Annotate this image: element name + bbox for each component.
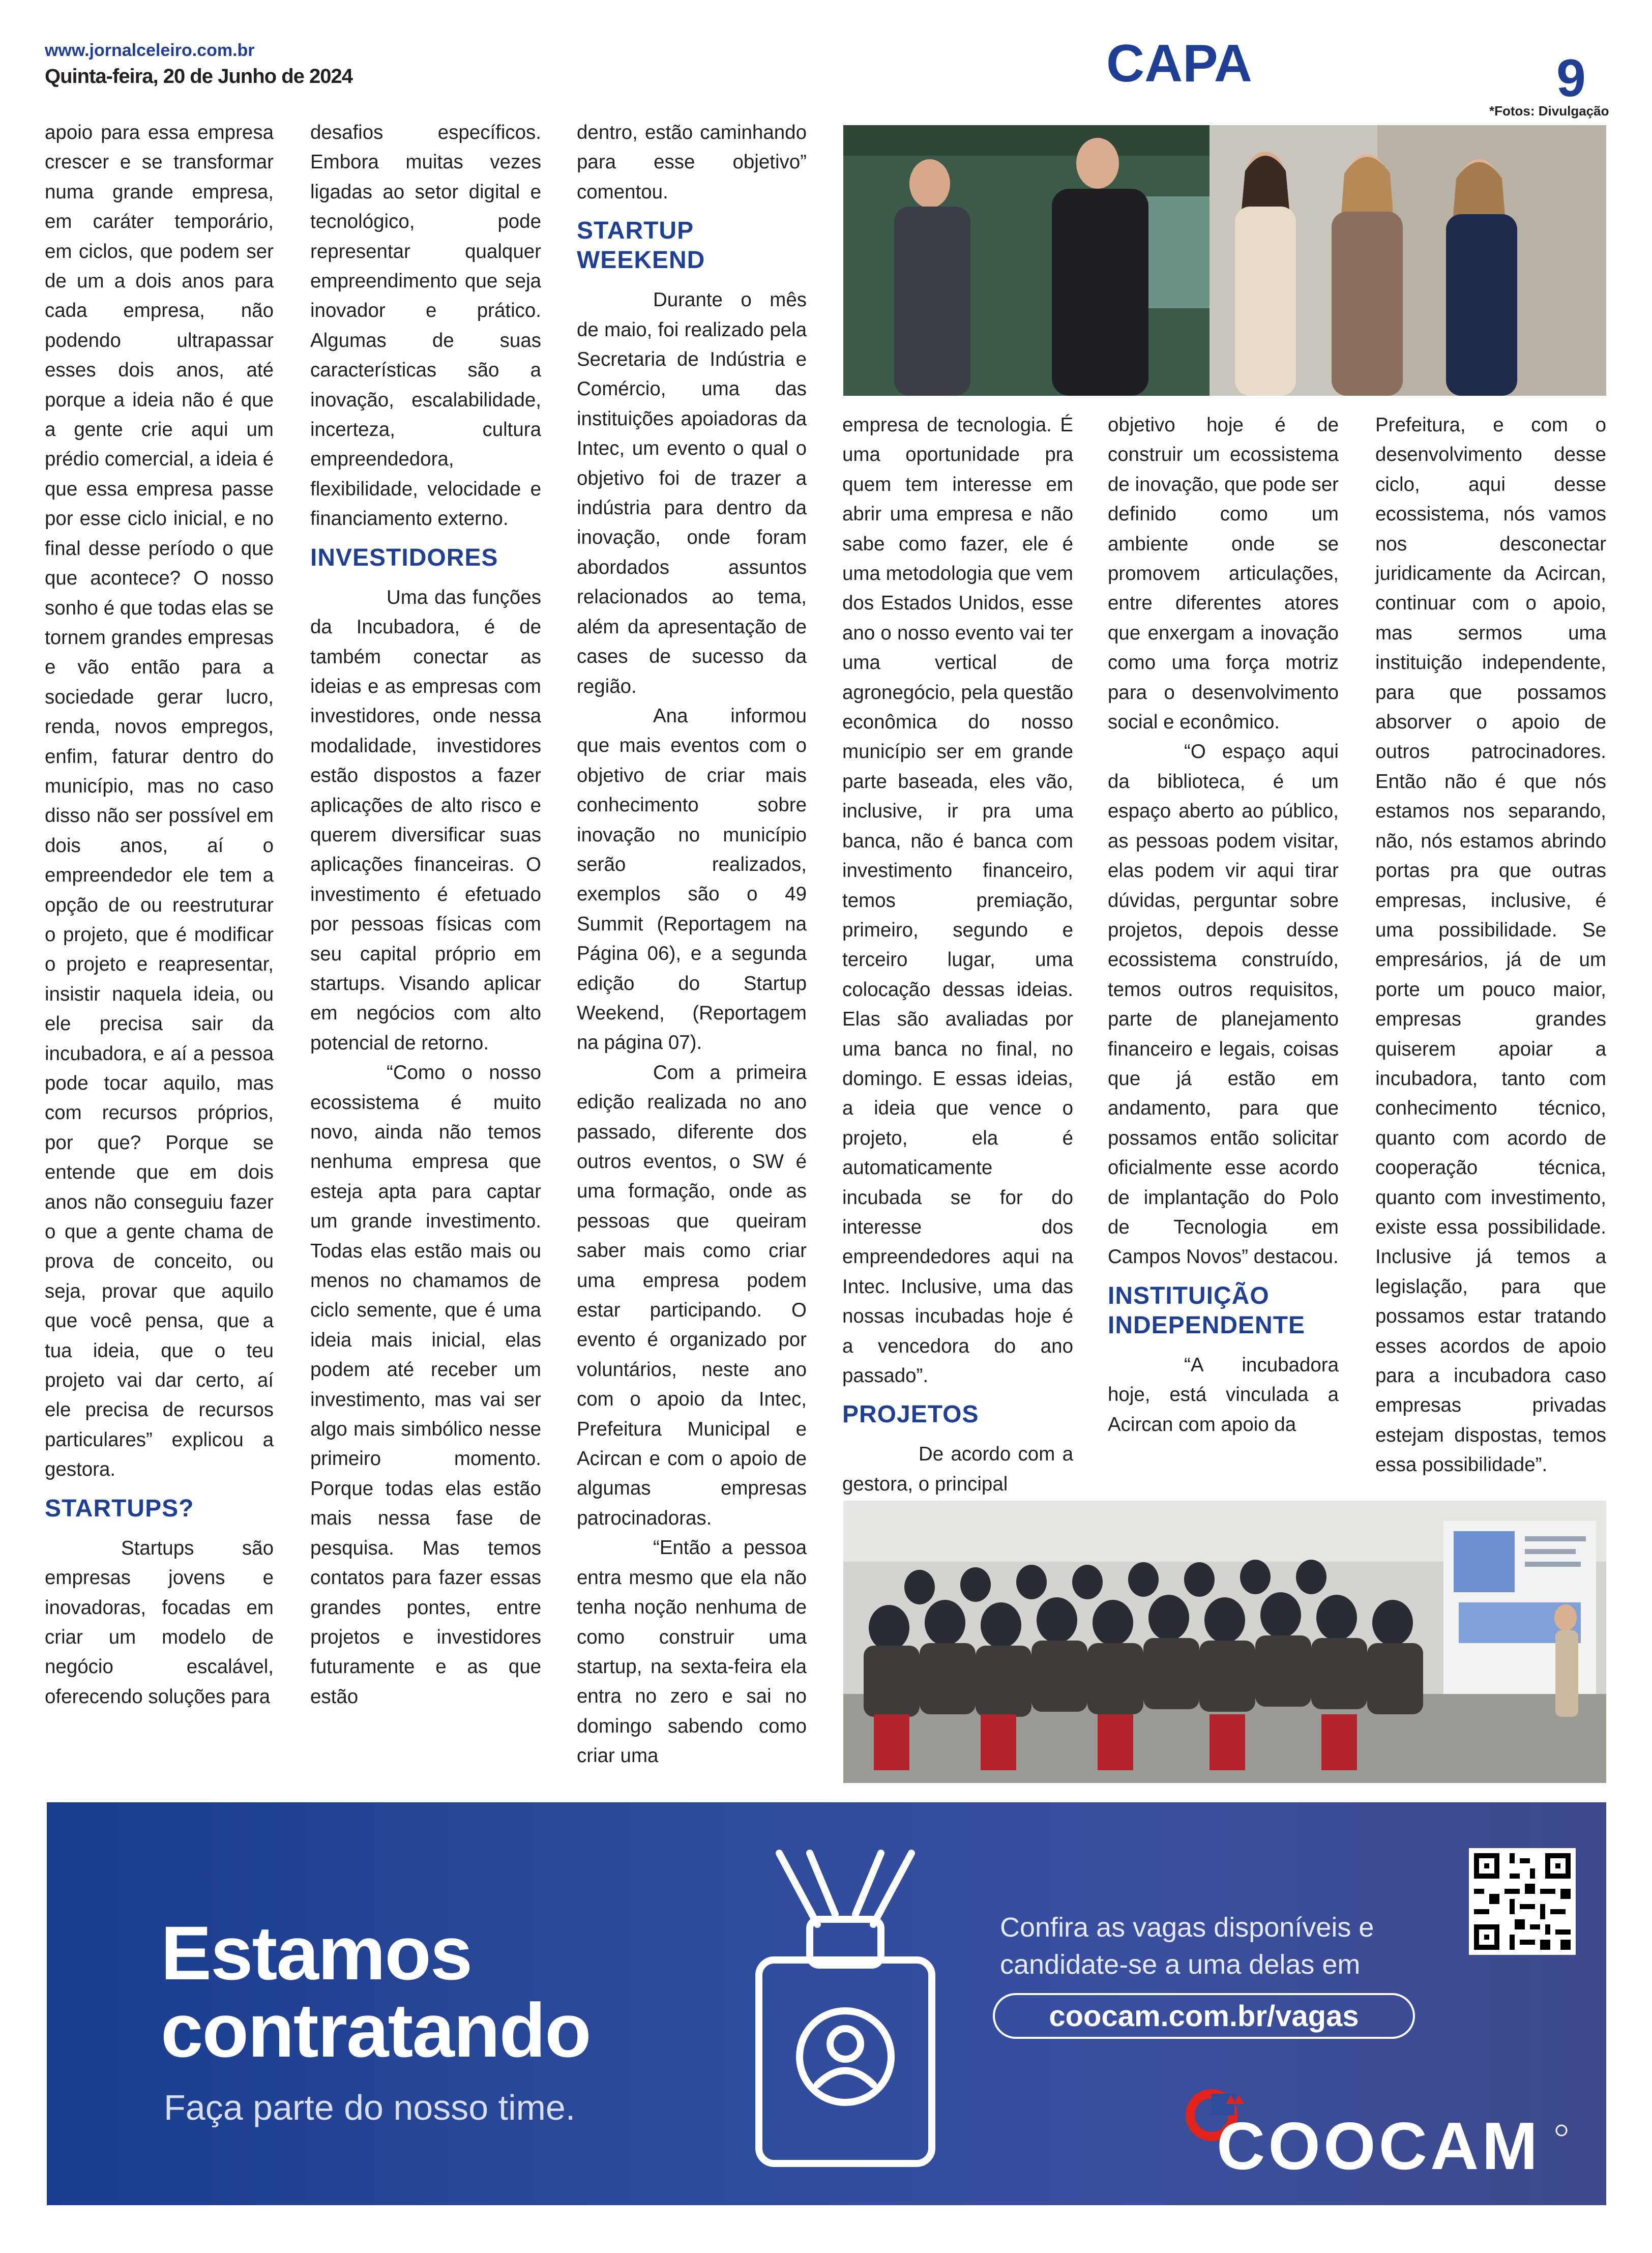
subheading-line: INDEPENDENTE — [1108, 1311, 1306, 1339]
article-column-1 — [45, 118, 274, 1781]
article-paragraph: empresa de tecnologia. É uma oportunidade pra quem tem interesse em abrir uma empresa e não sabe como fazer, ele é uma metodologia que vem dos Estados Unidos, esse ano o nosso evento vai ter uma vertical de agronegócio, pela questão econômica do nosso município ser em grande parte baseada, eles vão, inclusive, ir pra uma banca, não é banca com investimento financeiro, temos premiação, primeiro, segundo e terceiro lugar, uma colocação dessas ideias. Elas são avaliadas por uma banca no final, no domingo. E essas ideias, a ideia que vence o projeto, ela é automaticamente incubada se for do interesse dos empreendedores aqui na Intec. Inclusive, uma das nossas incubadas hoje é a vencedora do ano passado”. — [842, 414, 1073, 1387]
article-paragraph: apoio para essa empresa crescer e se transformar numa grande empresa, em caráter temporário, em ciclos, que podem ser de um a dois anos para cada empresa, não podendo ultrapassar esses dois anos, até porque a ideia não é que a gente crie aqui um prédio comercial, a ideia é que essa empresa passe por esse ciclo inicial, e no final desse período o que que acontece? O nosso sonho é que todas elas se tornem grandes empresas e vão então para a sociedade gerar lucro, renda, novos empregos, enfim, faturar dentro do município, mas no caso disso não ser possível em dois anos, aí o empreendedor ele tem a opção de ou reestruturar o projeto, que é modificar o projeto e reapresentar, insistir naquela ideia, ou ele precisa sair da incubadora, e aí a pessoa pode tocar aquilo, mas com recursos próprios, por que? Porque se entende que em dois anos não conseguiu fazer o que a gente chama de prova de conceito, ou seja, provar que aquilo que você pensa, que a tua ideia, que o teu projeto vai dar certo, aí ele precisa de recursos particulares” explicou a gestora. — [45, 122, 274, 1481]
subheading-startups: STARTUPS? — [45, 1495, 194, 1522]
article-column-5 — [1108, 411, 1339, 1479]
article-column-4 — [842, 411, 1073, 1495]
ad-headline: contratando — [161, 1987, 591, 2073]
audience-photo-illustration — [843, 1501, 1606, 1783]
speakers-photo-illustration — [843, 125, 1606, 396]
article-paragraph: Uma das funções da Incubadora, é de também conectar as ideias e as empresas com investidores, onde nessa modalidade, investidores estão dispostos a fazer aplicações de alto risco e querem diversificar suas aplicações financeiras. O investimento é efetuado por pessoas físicas com seu capital próprio em startups. Visando aplicar em negócios com alto potencial de retorno. — [310, 586, 541, 1054]
event-photo-speakers — [843, 125, 1606, 396]
issue-date: Quinta-feira, 20 de Junho de 2024 — [45, 65, 352, 87]
event-photo-audience — [843, 1501, 1606, 1783]
article-column-3 — [577, 118, 807, 1781]
photo-credit: *Fotos: Divulgação — [1489, 103, 1609, 119]
page-number: 9 — [1556, 49, 1586, 108]
article-column-6 — [1375, 411, 1606, 1479]
site-url[interactable]: www.jornalceleiro.com.br — [45, 41, 255, 60]
article-paragraph: Ana informou que mais eventos com o objetivo de criar mais conhecimento sobre inovação no município serão realizados, exemplos são o 49 Summit (Reportagem na Página 06), e a segunda edição do Startup Weekend, (Reportagem na página 07). — [577, 705, 807, 1054]
article-paragraph: “Então a pessoa entra mesmo que ela não tenha noção nenhuma de como construir uma startup, na sexta-feira ela entra no zero e sai no domingo sabendo como criar uma — [577, 1537, 807, 1767]
article-paragraph: “A incubadora hoje, está vinculada a Acircan com apoio da — [1108, 1354, 1339, 1436]
subheading-line: WEEKEND — [577, 247, 705, 274]
qr-code-pattern — [1469, 1848, 1576, 1955]
article-paragraph: Durante o mês de maio, foi realizado pela Secretaria de Indústria e Comércio, uma das instituições apoiadoras da Intec, um evento o qual o objetivo foi de trazer a indústria para dentro da inovação, onde foram abordados assuntos relacionados ao tema, além da apresentação de cases de sucesso da região. — [577, 289, 807, 697]
careers-url-link[interactable]: coocam.com.br/vagas — [993, 1993, 1415, 2039]
article-paragraph: objetivo hoje é de construir um ecossistema de inovação, que pode ser definido como um ambiente onde se promovem articulações, entre diferentes atores que enxergam a inovação como uma força motriz para o desenvolvimento social e econômico. — [1108, 414, 1339, 734]
article-paragraph: dentro, estão caminhando para esse objetivo” comentou. — [577, 122, 807, 203]
coocam-brand-name: COOCAM — [1217, 2109, 1541, 2183]
ad-cta-line: Confira as vagas disponíveis e — [1000, 1912, 1374, 1943]
section-title: CAPA — [1106, 34, 1252, 93]
subheading-line: STARTUP — [577, 217, 694, 245]
article-paragraph: “Como o nosso ecossistema é muito novo, ainda não temos nenhuma empresa que esteja apta para captar um grande investimento. Todas elas estão mais ou menos no chamamos de ciclo semente, que é uma ideia mais inicial, elas podem até receber um investimento, mas vai ser algo mais simbólico nesse primeiro momento. Porque todas elas estão mais nessa fase de pesquisa. Mas temos contatos para fazer essas grandes pontes, entre projetos e investidores futuramente e as que estão — [310, 1062, 541, 1708]
article-column-2 — [310, 118, 541, 1781]
article-paragraph: Prefeitura, e com o desenvolvimento desse ciclo, aqui desse ecossistema, nós vamos nos desconectar juridicamente da Acircan, continuar com o apoio, mas sermos uma instituição independente, para que possamos absorver o apoio de outros patrocinadores. Então não é que nós estamos nos separando, não, nós estamos abrindo portas pra que outras empresas, inclusive, é uma possibilidade. Se empresários, já de um porte um pouco maior, empresas grandes quiserem apoiar a incubadora, tanto com conhecimento técnico, quanto com acordo de cooperação técnica, quanto com investimento, existe essa possibilidade. Inclusive já temos a legislação, para que possamos estar tratando esses acordos de apoio para a incubadora caso empresas privadas estejam dispostas, temos essa possibilidade”. — [1375, 414, 1606, 1476]
subheading-startup-weekend — [577, 216, 807, 275]
ad-subtitle: Faça parte do nosso time. — [164, 2088, 576, 2127]
coocam-hiring-ad[interactable] — [47, 1802, 1606, 2205]
qr-code-icon[interactable] — [1469, 1848, 1576, 1955]
article-paragraph: desafios específicos. Embora muitas vezes ligadas ao setor digital e tecnológico, pode representar qualquer empreendimento que seja inovador e prático. Algumas de suas características são a inovação, escalabilidade, incerteza, cultura empreendedora, flexibilidade, velocidade e financiamento externo. — [310, 122, 541, 530]
ad-headline: Estamos — [161, 1910, 472, 1996]
subheading-line: INSTITUIÇÃO — [1108, 1282, 1270, 1309]
subheading-investidores: INVESTIDORES — [310, 544, 498, 571]
article-paragraph: Com a primeira edição realizada no ano passado, diferente dos outros eventos, o SW é uma formação, onde as pessoas que queiram saber mais como criar uma empresa podem estar participando. O evento é organizado por voluntários, neste ano com o apoio da Intec, Prefeitura Municipal e Acircan e com o apoio de algumas empresas patrocinadoras. — [577, 1061, 807, 1529]
ad-cta-line: candidate-se a uma delas em — [1000, 1949, 1361, 1980]
subheading-instituicao-independente — [1108, 1281, 1339, 1340]
article-paragraph: Startups são empresas jovens e inovadoras, focadas em criar um modelo de negócio escalável, oferecendo soluções para — [45, 1537, 274, 1708]
article-paragraph: De acordo com a gestora, o principal — [842, 1443, 1073, 1495]
id-badge-icon — [749, 1843, 942, 2174]
subheading-projetos: PROJETOS — [842, 1401, 979, 1428]
article-paragraph: “O espaço aqui da biblioteca, é um espaço aberto ao público, as pessoas podem visitar, elas podem vir aqui tirar dúvidas, perguntar sobre projetos, depois desse ecossistema construído, temos outros requisitos, parte de planejamento financeiro e legais, coisas que já estão em andamento, para que possamos então solicitar oficialmente esse acordo de implantação do Polo de Tecnologia em Campos Novos” destacou. — [1108, 741, 1339, 1268]
